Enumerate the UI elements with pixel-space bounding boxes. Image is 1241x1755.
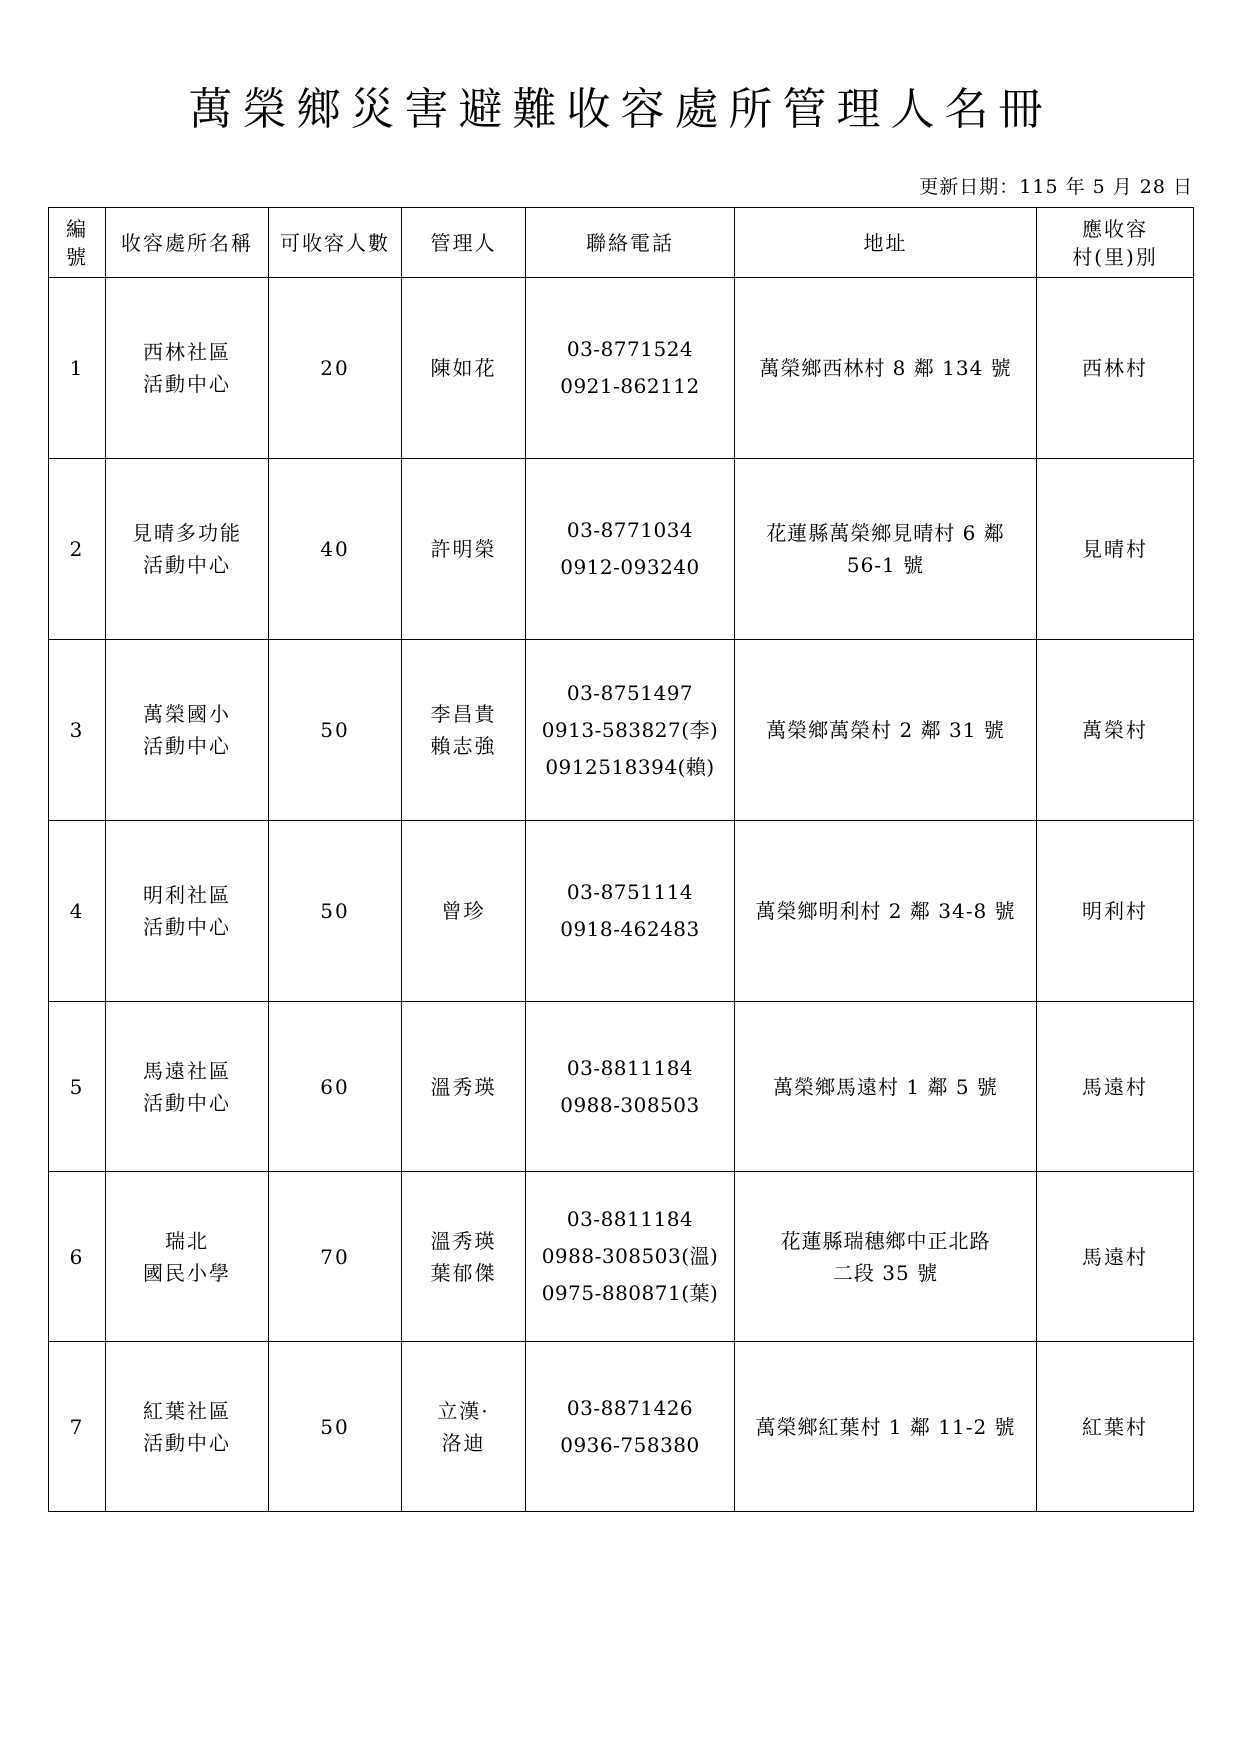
header-capacity: 可收容人數 <box>269 208 402 278</box>
shelter-manager-table <box>48 207 1194 1512</box>
cell-phone: 03-8771524 0921-862112 <box>526 278 735 459</box>
cell-village: 馬遠村 <box>1037 1002 1194 1172</box>
table-header <box>49 208 1194 278</box>
header-shelter-name: 收容處所名稱 <box>106 208 269 278</box>
cell-address: 花蓮縣瑞穗鄉中正北路 二段 35 號 <box>735 1172 1037 1342</box>
table-row <box>49 278 1194 459</box>
cell-capacity: 20 <box>269 278 402 459</box>
cell-manager: 溫秀瑛 <box>402 1002 526 1172</box>
cell-shelter-name: 西林社區 活動中心 <box>106 278 269 459</box>
header-phone: 聯絡電話 <box>526 208 735 278</box>
update-date: 更新日期：115 年 5 月 28 日 <box>919 176 1193 198</box>
cell-manager: 曾珍 <box>402 821 526 1002</box>
cell-village: 明利村 <box>1037 821 1194 1002</box>
cell-phone: 03-8771034 0912-093240 <box>526 459 735 640</box>
table-row <box>49 1172 1194 1342</box>
cell-capacity: 40 <box>269 459 402 640</box>
cell-village: 紅葉村 <box>1037 1342 1194 1512</box>
cell-village: 西林村 <box>1037 278 1194 459</box>
cell-number: 2 <box>49 459 106 640</box>
cell-shelter-name: 紅葉社區 活動中心 <box>106 1342 269 1512</box>
cell-capacity: 60 <box>269 1002 402 1172</box>
cell-manager: 許明榮 <box>402 459 526 640</box>
cell-village: 馬遠村 <box>1037 1172 1194 1342</box>
cell-village: 見晴村 <box>1037 459 1194 640</box>
cell-phone: 03-8811184 0988-308503 <box>526 1002 735 1172</box>
cell-address: 萬榮鄉西林村 8 鄰 134 號 <box>735 278 1037 459</box>
cell-shelter-name: 明利社區 活動中心 <box>106 821 269 1002</box>
header-village: 應收容 村(里)別 <box>1037 208 1194 278</box>
table-body <box>49 278 1194 1512</box>
header-manager: 管理人 <box>402 208 526 278</box>
cell-address: 萬榮鄉馬遠村 1 鄰 5 號 <box>735 1002 1037 1172</box>
cell-capacity: 50 <box>269 640 402 821</box>
cell-manager: 陳如花 <box>402 278 526 459</box>
header-address: 地址 <box>735 208 1037 278</box>
cell-phone: 03-8751114 0918-462483 <box>526 821 735 1002</box>
header-number: 編 號 <box>49 208 106 278</box>
cell-number: 1 <box>49 278 106 459</box>
cell-phone: 03-8751497 0913-583827(李) 0912518394(賴) <box>526 640 735 821</box>
cell-manager: 溫秀瑛 葉郁傑 <box>402 1172 526 1342</box>
cell-number: 5 <box>49 1002 106 1172</box>
cell-number: 7 <box>49 1342 106 1512</box>
cell-capacity: 70 <box>269 1172 402 1342</box>
table-row <box>49 640 1194 821</box>
cell-manager: 立漢· 洛迪 <box>402 1342 526 1512</box>
cell-shelter-name: 馬遠社區 活動中心 <box>106 1002 269 1172</box>
cell-manager: 李昌貴 賴志強 <box>402 640 526 821</box>
cell-address: 萬榮鄉明利村 2 鄰 34-8 號 <box>735 821 1037 1002</box>
page-title: 萬榮鄉災害避難收容處所管理人名冊 <box>188 84 1053 135</box>
table-row <box>49 821 1194 1002</box>
cell-shelter-name: 萬榮國小 活動中心 <box>106 640 269 821</box>
cell-address: 萬榮鄉紅葉村 1 鄰 11-2 號 <box>735 1342 1037 1512</box>
cell-phone: 03-8811184 0988-308503(溫) 0975-880871(葉) <box>526 1172 735 1342</box>
cell-address: 花蓮縣萬榮鄉見晴村 6 鄰 56-1 號 <box>735 459 1037 640</box>
table-row <box>49 459 1194 640</box>
header-row <box>49 208 1194 278</box>
cell-capacity: 50 <box>269 821 402 1002</box>
cell-number: 3 <box>49 640 106 821</box>
cell-phone: 03-8871426 0936-758380 <box>526 1342 735 1512</box>
cell-address: 萬榮鄉萬榮村 2 鄰 31 號 <box>735 640 1037 821</box>
cell-number: 4 <box>49 821 106 1002</box>
table-row <box>49 1342 1194 1512</box>
cell-number: 6 <box>49 1172 106 1342</box>
cell-village: 萬榮村 <box>1037 640 1194 821</box>
table-row <box>49 1002 1194 1172</box>
cell-shelter-name: 瑞北 國民小學 <box>106 1172 269 1342</box>
cell-shelter-name: 見晴多功能 活動中心 <box>106 459 269 640</box>
cell-capacity: 50 <box>269 1342 402 1512</box>
